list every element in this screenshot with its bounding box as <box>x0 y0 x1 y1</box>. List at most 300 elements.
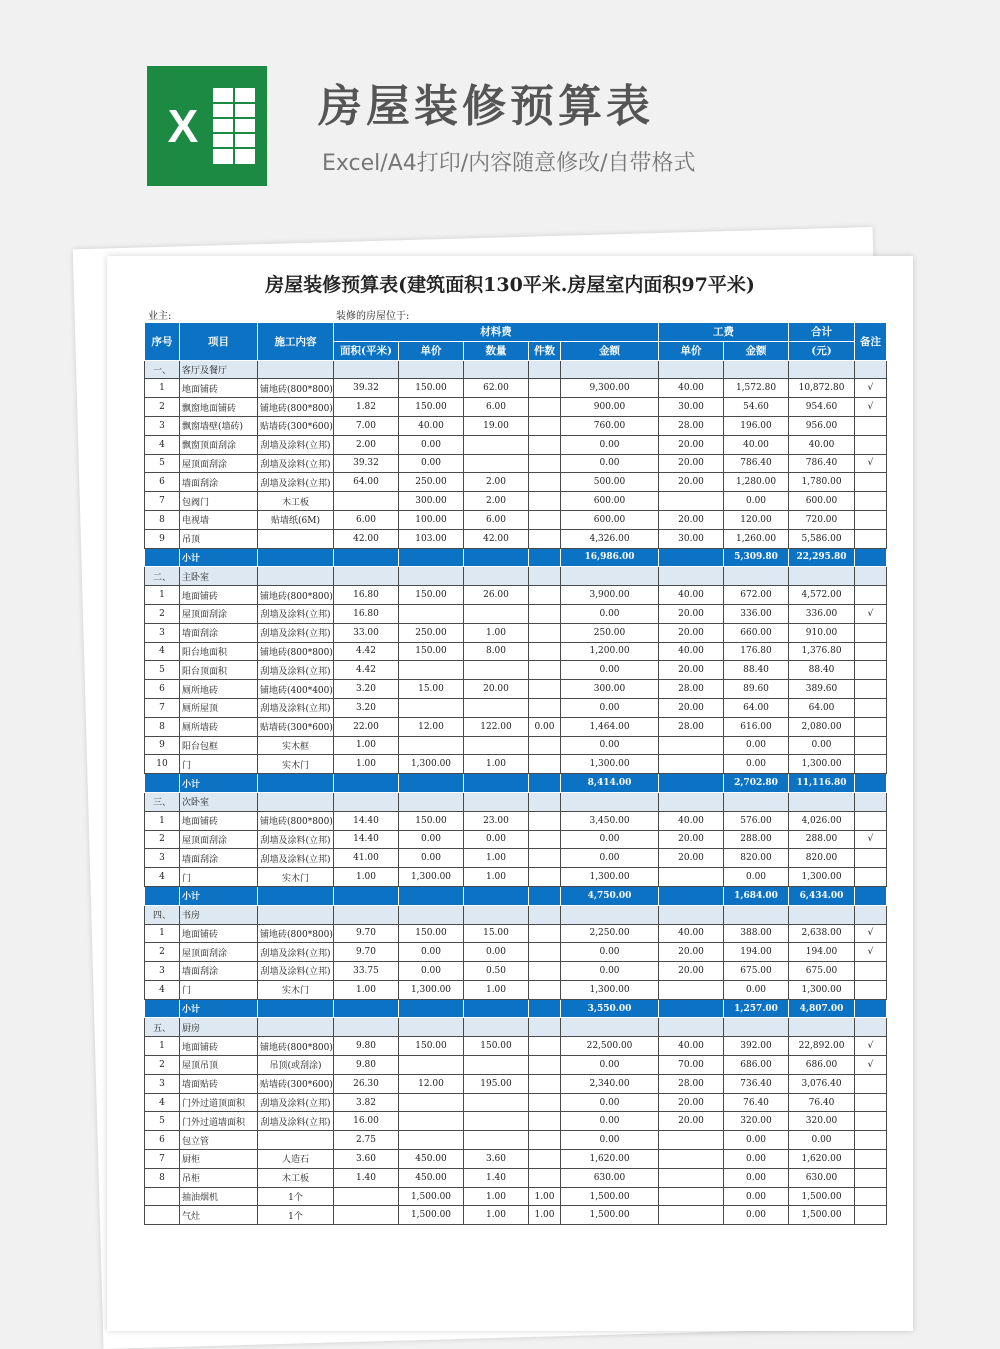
row-labor-amount: 288.00 <box>724 830 789 849</box>
row-amount: 1,500.00 <box>561 1187 659 1206</box>
empty-cell <box>529 792 561 811</box>
row-content: 实木门 <box>258 755 334 774</box>
row-labor-amount: 88.40 <box>724 661 789 680</box>
empty-cell <box>334 567 399 586</box>
row-content: 贴墙砖(300*600) <box>258 717 334 736</box>
row-pieces <box>529 1150 561 1169</box>
empty-cell <box>334 905 399 924</box>
owner-label: 业主: <box>148 311 172 322</box>
row-labor-unit: 40.00 <box>659 379 724 398</box>
row-labor-amount: 616.00 <box>724 717 789 736</box>
row-labor-unit: 20.00 <box>659 698 724 717</box>
row-item: 墙面刮涂 <box>180 473 258 492</box>
row-pieces <box>529 924 561 943</box>
row-seq: 6 <box>145 473 180 492</box>
row-content: 实木门 <box>258 868 334 887</box>
row-labor-unit: 20.00 <box>659 435 724 454</box>
row-labor-unit: 20.00 <box>659 849 724 868</box>
empty-cell <box>855 999 887 1018</box>
empty-cell <box>399 548 464 567</box>
row-area: 16.80 <box>334 604 399 623</box>
subtotal-labor-amount: 2,702.80 <box>724 774 789 793</box>
row-pieces <box>529 1168 561 1187</box>
row-amount: 1,300.00 <box>561 980 659 999</box>
row-note <box>855 1150 887 1169</box>
row-labor-amount: 0.00 <box>724 868 789 887</box>
row-pieces <box>529 943 561 962</box>
row-item: 屋顶面刮涂 <box>180 943 258 962</box>
row-total: 954.60 <box>789 398 855 417</box>
row-labor-amount: 0.00 <box>724 492 789 511</box>
empty-cell <box>659 905 724 924</box>
row-content: 刮墙及涂料(立邦) <box>258 1093 334 1112</box>
empty-cell <box>334 886 399 905</box>
empty-cell <box>561 360 659 379</box>
row-area: 33.75 <box>334 962 399 981</box>
row-amount: 0.00 <box>561 1056 659 1075</box>
row-quantity: 1.00 <box>464 849 529 868</box>
row-amount: 250.00 <box>561 623 659 642</box>
row-content: 刮墙及涂料(立邦) <box>258 435 334 454</box>
empty-cell <box>334 999 399 1018</box>
subtotal-material-amount: 8,414.00 <box>561 774 659 793</box>
row-unit-price <box>399 1131 464 1150</box>
header-amount: 金额 <box>561 341 659 360</box>
empty-cell <box>258 905 334 924</box>
row-total: 686.00 <box>789 1056 855 1075</box>
row-seq: 2 <box>145 398 180 417</box>
excel-logo <box>147 66 267 186</box>
row-area: 9.70 <box>334 943 399 962</box>
empty-cell <box>464 567 529 586</box>
row-seq: 6 <box>145 1131 180 1150</box>
empty-cell <box>258 774 334 793</box>
row-total: 1,376.80 <box>789 642 855 661</box>
section-title: 书房 <box>180 905 258 924</box>
table-row <box>145 510 887 529</box>
row-seq: 4 <box>145 1093 180 1112</box>
row-area: 3.60 <box>334 1150 399 1169</box>
row-quantity <box>464 1112 529 1131</box>
row-item: 阳台包框 <box>180 736 258 755</box>
row-pieces <box>529 529 561 548</box>
row-content: 刮墙及涂料(立邦) <box>258 943 334 962</box>
row-unit-price: 0.00 <box>399 435 464 454</box>
empty-cell <box>258 1018 334 1037</box>
row-item: 地面铺砖 <box>180 1037 258 1056</box>
row-seq <box>145 1187 180 1206</box>
row-area: 42.00 <box>334 529 399 548</box>
row-item: 电视墙 <box>180 510 258 529</box>
empty-cell <box>464 792 529 811</box>
row-labor-amount: 1,280.00 <box>724 473 789 492</box>
table-row <box>145 379 887 398</box>
row-content: 刮墙及涂料(立邦) <box>258 661 334 680</box>
row-seq: 7 <box>145 492 180 511</box>
row-area: 33.00 <box>334 623 399 642</box>
row-area: 26.30 <box>334 1074 399 1093</box>
row-total: 0.00 <box>789 736 855 755</box>
table-row <box>145 398 887 417</box>
row-labor-amount: 194.00 <box>724 943 789 962</box>
row-labor-amount: 0.00 <box>724 1168 789 1187</box>
section-number: 三、 <box>145 792 180 811</box>
row-pieces <box>529 642 561 661</box>
row-pieces <box>529 1056 561 1075</box>
row-seq: 9 <box>145 529 180 548</box>
row-amount: 0.00 <box>561 1131 659 1150</box>
row-content: 铺地砖(800*800) <box>258 642 334 661</box>
section-number: 一、 <box>145 360 180 379</box>
subtotal-material-amount: 3,550.00 <box>561 999 659 1018</box>
row-labor-amount: 0.00 <box>724 1187 789 1206</box>
empty-cell <box>789 792 855 811</box>
header-construction: 施工内容 <box>258 323 334 361</box>
row-content <box>258 529 334 548</box>
empty-cell <box>464 1018 529 1037</box>
row-total: 40.00 <box>789 435 855 454</box>
row-note: √ <box>855 1037 887 1056</box>
empty-cell <box>334 360 399 379</box>
header-pieces: 件数 <box>529 341 561 360</box>
row-labor-unit <box>659 1150 724 1169</box>
row-total: 820.00 <box>789 849 855 868</box>
row-unit-price <box>399 1093 464 1112</box>
row-seq: 2 <box>145 943 180 962</box>
row-note <box>855 529 887 548</box>
row-area: 3.20 <box>334 698 399 717</box>
header-labor: 工费 <box>659 323 789 342</box>
empty-cell <box>145 774 180 793</box>
row-area <box>334 1187 399 1206</box>
row-seq: 5 <box>145 454 180 473</box>
empty-cell <box>399 774 464 793</box>
row-note <box>855 510 887 529</box>
subtotal-labor-amount: 1,684.00 <box>724 886 789 905</box>
row-amount: 9,300.00 <box>561 379 659 398</box>
empty-cell <box>789 1018 855 1037</box>
row-area: 1.40 <box>334 1168 399 1187</box>
row-quantity: 0.00 <box>464 943 529 962</box>
row-total: 64.00 <box>789 698 855 717</box>
table-row <box>145 1093 887 1112</box>
row-pieces <box>529 1074 561 1093</box>
row-amount: 3,450.00 <box>561 811 659 830</box>
row-amount: 1,300.00 <box>561 755 659 774</box>
empty-cell <box>464 999 529 1018</box>
header-material: 材料费 <box>334 323 659 342</box>
row-seq: 1 <box>145 924 180 943</box>
row-seq: 8 <box>145 510 180 529</box>
row-labor-unit: 70.00 <box>659 1056 724 1075</box>
empty-cell <box>145 999 180 1018</box>
row-unit-price: 0.00 <box>399 454 464 473</box>
row-labor-amount: 336.00 <box>724 604 789 623</box>
row-item: 地面铺砖 <box>180 586 258 605</box>
empty-cell <box>529 774 561 793</box>
row-note <box>855 1131 887 1150</box>
row-area: 1.82 <box>334 398 399 417</box>
row-quantity <box>464 1056 529 1075</box>
row-area: 2.00 <box>334 435 399 454</box>
empty-cell <box>399 999 464 1018</box>
row-total: 1,300.00 <box>789 868 855 887</box>
row-total: 88.40 <box>789 661 855 680</box>
subtotal-total: 11,116.80 <box>789 774 855 793</box>
empty-cell <box>529 1018 561 1037</box>
row-labor-amount: 576.00 <box>724 811 789 830</box>
empty-cell <box>724 792 789 811</box>
row-labor-unit <box>659 868 724 887</box>
row-labor-amount: 388.00 <box>724 924 789 943</box>
table-row <box>145 661 887 680</box>
row-quantity <box>464 1093 529 1112</box>
table-row <box>145 868 887 887</box>
row-quantity: 122.00 <box>464 717 529 736</box>
subtotal-labor-amount: 1,257.00 <box>724 999 789 1018</box>
empty-cell <box>659 886 724 905</box>
empty-cell <box>399 1018 464 1037</box>
row-area: 14.40 <box>334 811 399 830</box>
row-total: 336.00 <box>789 604 855 623</box>
row-seq: 3 <box>145 849 180 868</box>
row-item: 抽油烟机 <box>180 1187 258 1206</box>
row-area: 3.20 <box>334 680 399 699</box>
row-unit-price: 300.00 <box>399 492 464 511</box>
row-area: 1.00 <box>334 868 399 887</box>
row-pieces <box>529 379 561 398</box>
row-seq: 7 <box>145 1150 180 1169</box>
row-content: 1个 <box>258 1206 334 1225</box>
table-row <box>145 492 887 511</box>
row-amount: 600.00 <box>561 492 659 511</box>
row-content: 刮墙及涂料(立邦) <box>258 473 334 492</box>
row-pieces <box>529 755 561 774</box>
budget-table <box>144 322 887 1225</box>
empty-cell <box>529 999 561 1018</box>
row-labor-unit: 40.00 <box>659 642 724 661</box>
row-pieces: 0.00 <box>529 717 561 736</box>
row-item: 门外过道墙面积 <box>180 1112 258 1131</box>
empty-cell <box>561 792 659 811</box>
row-labor-unit: 20.00 <box>659 1112 724 1131</box>
row-unit-price: 40.00 <box>399 416 464 435</box>
row-quantity: 1.00 <box>464 623 529 642</box>
row-total: 320.00 <box>789 1112 855 1131</box>
row-seq: 4 <box>145 868 180 887</box>
subtotal-label: 小计 <box>180 548 258 567</box>
table-row <box>145 830 887 849</box>
row-quantity: 1.00 <box>464 868 529 887</box>
row-note <box>855 811 887 830</box>
row-area: 2.75 <box>334 1131 399 1150</box>
row-area: 1.00 <box>334 980 399 999</box>
row-area: 16.00 <box>334 1112 399 1131</box>
row-total: 786.40 <box>789 454 855 473</box>
row-seq: 3 <box>145 416 180 435</box>
row-quantity: 2.00 <box>464 492 529 511</box>
row-area: 9.80 <box>334 1056 399 1075</box>
row-labor-unit: 28.00 <box>659 680 724 699</box>
section-row <box>145 1018 887 1037</box>
subtotal-material-amount: 4,750.00 <box>561 886 659 905</box>
row-item: 飘窗地面铺砖 <box>180 398 258 417</box>
header-unit-price: 单价 <box>399 341 464 360</box>
row-content: 木工板 <box>258 1168 334 1187</box>
row-labor-amount: 0.00 <box>724 736 789 755</box>
row-amount: 0.00 <box>561 1093 659 1112</box>
row-pieces <box>529 1131 561 1150</box>
table-row <box>145 586 887 605</box>
empty-cell <box>855 886 887 905</box>
table-row <box>145 1168 887 1187</box>
row-seq: 4 <box>145 980 180 999</box>
row-total: 956.00 <box>789 416 855 435</box>
row-amount: 1,620.00 <box>561 1150 659 1169</box>
row-item: 屋顶面刮涂 <box>180 454 258 473</box>
row-note: √ <box>855 398 887 417</box>
row-total: 600.00 <box>789 492 855 511</box>
row-content: 铺地砖(800*800) <box>258 1037 334 1056</box>
row-content: 刮墙及涂料(立邦) <box>258 830 334 849</box>
empty-cell <box>855 360 887 379</box>
row-labor-unit <box>659 1168 724 1187</box>
row-amount: 1,200.00 <box>561 642 659 661</box>
row-amount: 4,326.00 <box>561 529 659 548</box>
row-area: 1.00 <box>334 736 399 755</box>
table-row <box>145 962 887 981</box>
row-amount: 900.00 <box>561 398 659 417</box>
row-total: 76.40 <box>789 1093 855 1112</box>
hero-subtitle: Excel/A4打印/内容随意修改/自带格式 <box>322 151 696 176</box>
table-row <box>145 1187 887 1206</box>
table-row <box>145 642 887 661</box>
empty-cell <box>258 567 334 586</box>
row-total: 389.60 <box>789 680 855 699</box>
section-row <box>145 360 887 379</box>
row-labor-amount: 786.40 <box>724 454 789 473</box>
row-note <box>855 680 887 699</box>
table-row <box>145 1037 887 1056</box>
row-quantity: 20.00 <box>464 680 529 699</box>
row-quantity: 1.00 <box>464 1206 529 1225</box>
empty-cell <box>529 886 561 905</box>
header-labor-unit: 单价 <box>659 341 724 360</box>
empty-cell <box>258 886 334 905</box>
row-note: √ <box>855 379 887 398</box>
row-item: 墙面贴砖 <box>180 1074 258 1093</box>
row-unit-price: 150.00 <box>399 642 464 661</box>
row-amount: 600.00 <box>561 510 659 529</box>
table-row <box>145 1206 887 1225</box>
row-unit-price: 0.00 <box>399 943 464 962</box>
table-row <box>145 604 887 623</box>
row-note: √ <box>855 604 887 623</box>
row-pieces <box>529 416 561 435</box>
empty-cell <box>529 567 561 586</box>
row-quantity <box>464 604 529 623</box>
row-labor-unit: 20.00 <box>659 510 724 529</box>
row-area: 3.82 <box>334 1093 399 1112</box>
empty-cell <box>399 360 464 379</box>
row-pieces <box>529 604 561 623</box>
row-seq <box>145 1206 180 1225</box>
empty-cell <box>334 792 399 811</box>
row-amount: 0.00 <box>561 454 659 473</box>
row-total: 194.00 <box>789 943 855 962</box>
subtotal-label: 小计 <box>180 886 258 905</box>
row-content: 铺地砖(800*800) <box>258 379 334 398</box>
row-pieces <box>529 868 561 887</box>
empty-cell <box>855 774 887 793</box>
row-quantity: 3.60 <box>464 1150 529 1169</box>
row-content: 铺地砖(800*800) <box>258 398 334 417</box>
row-labor-unit: 40.00 <box>659 586 724 605</box>
row-unit-price: 150.00 <box>399 1037 464 1056</box>
header-area: 面积(平米) <box>334 341 399 360</box>
row-labor-amount: 686.00 <box>724 1056 789 1075</box>
row-quantity: 42.00 <box>464 529 529 548</box>
empty-cell <box>659 774 724 793</box>
row-labor-amount: 736.40 <box>724 1074 789 1093</box>
row-pieces <box>529 680 561 699</box>
row-area: 39.32 <box>334 379 399 398</box>
row-content <box>258 1131 334 1150</box>
row-amount: 0.00 <box>561 698 659 717</box>
row-labor-amount: 176.80 <box>724 642 789 661</box>
empty-cell <box>258 548 334 567</box>
table-row <box>145 529 887 548</box>
row-labor-amount: 660.00 <box>724 623 789 642</box>
empty-cell <box>855 792 887 811</box>
row-content: 实木框 <box>258 736 334 755</box>
row-total: 4,572.00 <box>789 586 855 605</box>
row-seq: 8 <box>145 717 180 736</box>
row-item: 厨柜 <box>180 1150 258 1169</box>
row-amount: 500.00 <box>561 473 659 492</box>
row-labor-unit: 20.00 <box>659 623 724 642</box>
row-amount: 0.00 <box>561 962 659 981</box>
row-labor-unit: 20.00 <box>659 473 724 492</box>
row-labor-unit: 30.00 <box>659 398 724 417</box>
row-item: 厕所屋顶 <box>180 698 258 717</box>
row-unit-price: 15.00 <box>399 680 464 699</box>
row-labor-unit: 20.00 <box>659 1093 724 1112</box>
row-quantity <box>464 698 529 717</box>
table-row <box>145 454 887 473</box>
row-total: 10,872.80 <box>789 379 855 398</box>
row-quantity: 8.00 <box>464 642 529 661</box>
row-note: √ <box>855 924 887 943</box>
row-labor-amount: 1,572.80 <box>724 379 789 398</box>
row-pieces <box>529 1112 561 1131</box>
row-unit-price: 150.00 <box>399 811 464 830</box>
row-item: 阳台顶面积 <box>180 661 258 680</box>
row-pieces <box>529 435 561 454</box>
row-quantity: 19.00 <box>464 416 529 435</box>
row-pieces <box>529 398 561 417</box>
row-note <box>855 1093 887 1112</box>
row-pieces <box>529 510 561 529</box>
row-quantity: 0.50 <box>464 962 529 981</box>
row-item: 阳台地面积 <box>180 642 258 661</box>
row-item: 墙面刮涂 <box>180 849 258 868</box>
row-unit-price <box>399 736 464 755</box>
empty-cell <box>529 360 561 379</box>
row-content: 刮墙及涂料(立邦) <box>258 604 334 623</box>
row-pieces <box>529 492 561 511</box>
row-content: 吊顶(或刮涂) <box>258 1056 334 1075</box>
